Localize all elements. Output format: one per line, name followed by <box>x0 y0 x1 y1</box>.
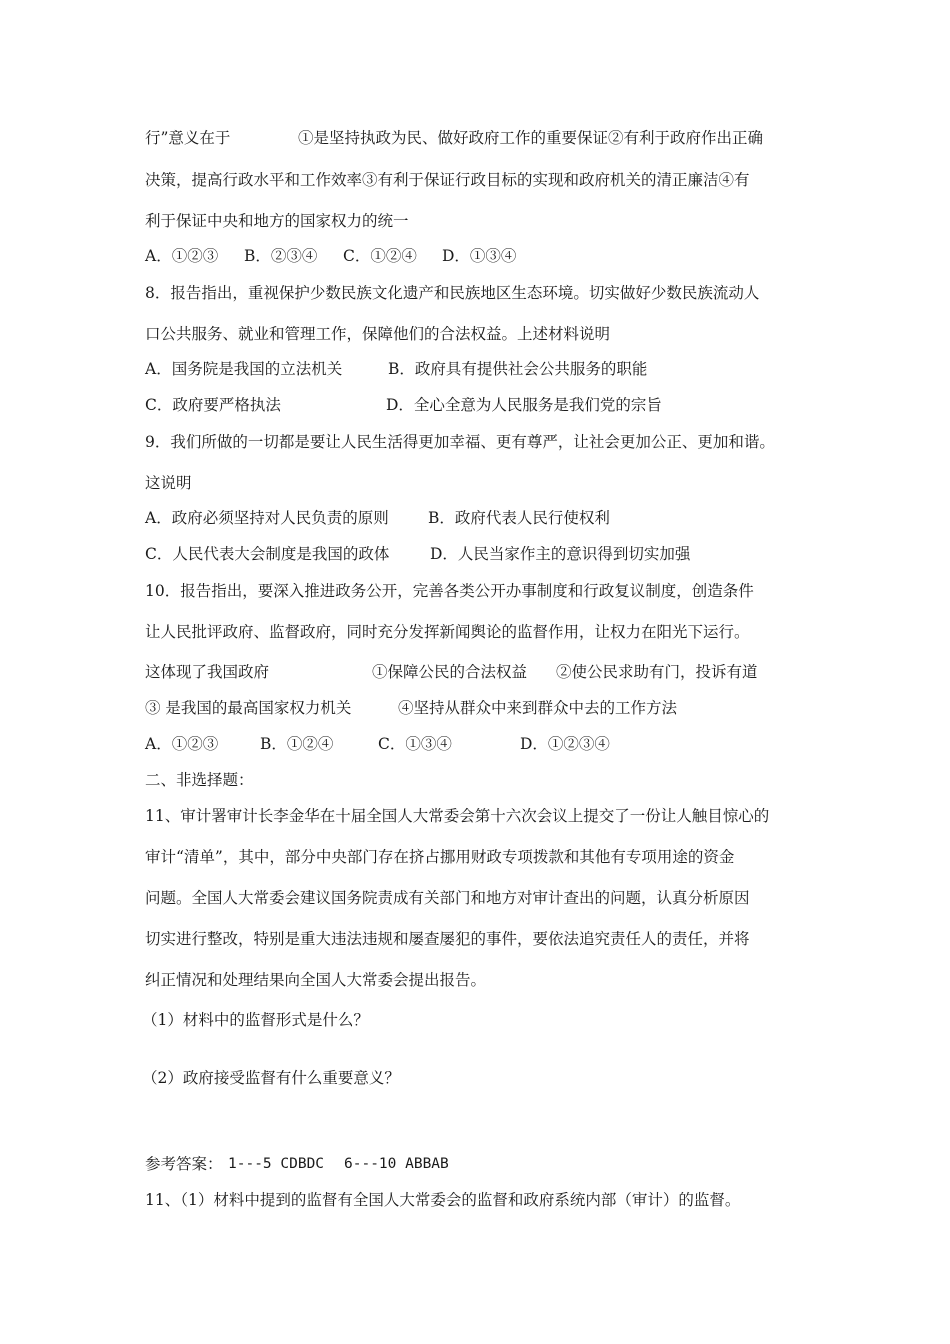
q7-option-b: B．②③④ <box>244 247 318 265</box>
q8-line2: 口公共服务、就业和管理工作，保障他们的合法权益。上述材料说明 <box>145 325 611 343</box>
q7-line3: 利于保证中央和地方的国家权力的统一 <box>145 212 409 230</box>
q7-line1-lead: 行”意义在于 <box>145 129 231 147</box>
answer-key-6-10: 6---10 ABBAB <box>344 1156 449 1172</box>
q8-option-d: D．全心全意为人民服务是我们党的宗旨 <box>386 396 662 414</box>
q7-line2: 决策，提高行政水平和工作效率③有利于保证行政目标的实现和政府机关的清正廉洁④有 <box>145 171 750 189</box>
q9-option-a: A．政府必须坚持对人民负责的原则 <box>145 509 389 527</box>
q7-option-d: D．①③④ <box>442 247 517 265</box>
q10-line1: 10．报告指出，要深入推进政务公开，完善各类公开办事制度和行政复议制度，创造条件 <box>145 582 754 600</box>
q10-statement-4: ④坚持从群众中来到群众中去的工作方法 <box>398 699 678 717</box>
q11-line2: 审计“清单”，其中，部分中央部门存在挤占挪用财政专项拨款和其他有专项用途的资金 <box>145 848 735 866</box>
answer-q11: 11、（1）材料中提到的监督有全国人大常委会的监督和政府系统内部（审计）的监督。 <box>145 1191 741 1209</box>
answer-key-1-5: 1---5 CDBDC <box>228 1156 325 1172</box>
q8-option-b: B．政府具有提供社会公共服务的职能 <box>388 360 648 378</box>
q9-line1: 9．我们所做的一切都是要让人民生活得更加幸福、更有尊严，让社会更加公正、更加和谐。 <box>145 433 775 451</box>
q10-option-a: A．①②③ <box>145 735 219 753</box>
q10-statement-1: ①保障公民的合法权益 <box>372 663 528 681</box>
q7-option-a: A．①②③ <box>145 247 219 265</box>
q9-line2: 这说明 <box>145 474 192 492</box>
q9-option-b: B．政府代表人民行使权利 <box>428 509 610 527</box>
q11-line1: 11、审计署审计长李金华在十届全国人大常委会第十六次会议上提交了一份让人触目惊心的 <box>145 807 770 825</box>
q7-option-c: C．①②④ <box>343 247 417 265</box>
q8-line1: 8．报告指出，重视保护少数民族文化遗产和民族地区生态环境。切实做好少数民族流动人 <box>145 284 760 302</box>
q11-line3: 问题。全国人大常委会建议国务院责成有关部门和地方对审计查出的问题，认真分析原因 <box>145 889 750 907</box>
q9-option-c: C．人民代表大会制度是我国的政体 <box>145 545 390 563</box>
q11-line5: 纠正情况和处理结果向全国人大常委会提出报告。 <box>145 971 487 989</box>
q10-statement-2: ②使公民求助有门，投诉有道 <box>556 663 758 681</box>
section-heading: 二、非选择题： <box>145 771 254 789</box>
q11-sub-question-2: （2）政府接受监督有什么重要意义？ <box>142 1069 400 1087</box>
q10-line2: 让人民批评政府、监督政府，同时充分发挥新闻舆论的监督作用，让权力在阳光下运行。 <box>145 623 750 641</box>
q8-option-a: A．国务院是我国的立法机关 <box>145 360 343 378</box>
q11-line4: 切实进行整改，特别是重大违法违规和屡查屡犯的事件，要依法追究责任人的责任，并将 <box>145 930 750 948</box>
q10-option-b: B．①②④ <box>260 735 334 753</box>
q9-option-d: D．人民当家作主的意识得到切实加强 <box>430 545 691 563</box>
q10-option-d: D．①②③④ <box>520 735 610 753</box>
q10-statement-3: ③ 是我国的最高国家权力机关 <box>145 699 352 717</box>
q10-option-c: C．①③④ <box>378 735 452 753</box>
answer-key-label: 参考答案： <box>145 1155 223 1173</box>
q8-option-c: C．政府要严格执法 <box>145 396 281 414</box>
q7-line1-statements: ①是坚持执政为民、做好政府工作的重要保证②有利于政府作出正确 <box>298 129 764 147</box>
q11-sub-question-1: （1）材料中的监督形式是什么？ <box>142 1011 369 1029</box>
q10-line3-lead: 这体现了我国政府 <box>145 663 270 681</box>
